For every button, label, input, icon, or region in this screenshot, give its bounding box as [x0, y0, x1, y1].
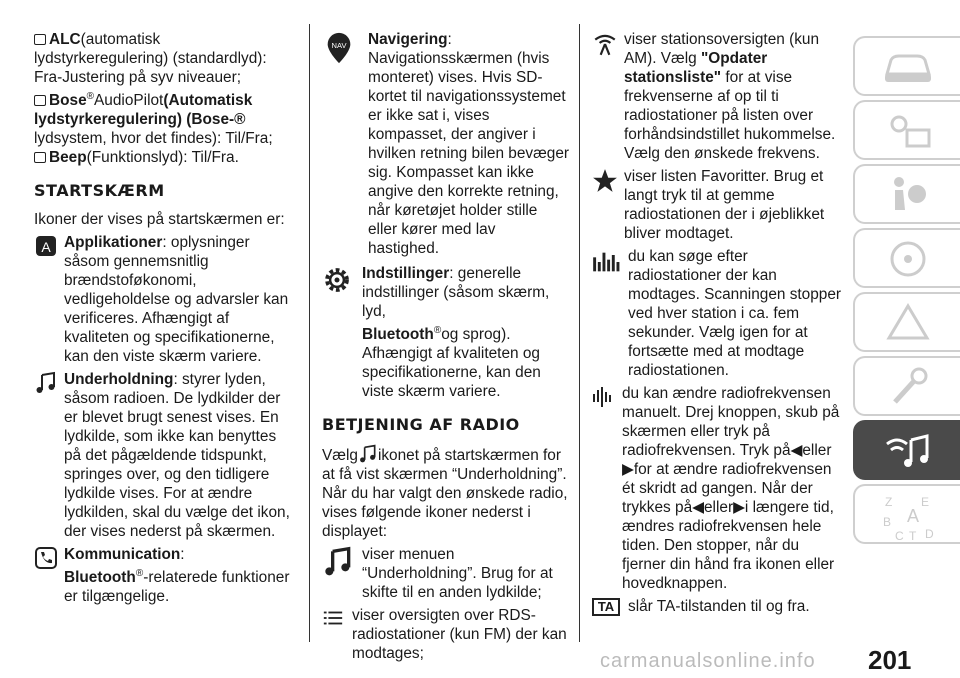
phone-icon [34, 546, 58, 570]
music-note-icon [322, 546, 354, 578]
communication-item: Kommunication: Bluetooth®-relaterede funktioner er tilgængelige. [34, 545, 296, 606]
apps-item: A Applikationer: oplysninger såsom gennemsnitlig brændstoføkonomi, vedligeholdelse og advarsler kan verificeres. Afhængigt af kvaliteten og specifikationerne, kan den viste skærm variere. [34, 233, 296, 366]
station-list-item: viser oversigten over RDS-radiostationer (kun FM) der kan modtages; [322, 606, 570, 663]
music-icon [358, 444, 378, 464]
tab-maintenance[interactable] [853, 356, 960, 416]
tab-vehicle[interactable] [853, 36, 960, 96]
right-arrow-icon: ▶ [622, 461, 634, 478]
navigation-icon [322, 31, 356, 65]
multimedia-icon [881, 430, 935, 472]
chapter-tabs [853, 36, 960, 548]
svg-text:A: A [41, 239, 51, 256]
svg-text:B: B [883, 515, 892, 529]
tune-item: du kan ændre radiofrekvensen manuelt. Drej knoppen, skub på skærmen eller tryk på radiofrekvensen. Tryk på◀eller ▶for at ændre radiofrekvensen ét skridt ad gangen. Når der trykkes på◀eller▶i længere tid, ændres radiofrekvensen hele tiden. Den stopper, når du fjerner din hånd fra ikonen eller hovedknappen. [592, 384, 842, 593]
airbag-icon [881, 174, 935, 216]
entertainment-item: Underholdning: styrer lyden, såsom radioen. De lydkilder der er blevet brugt senest vises. En lydkilde, som ikke kan benyttes på det pågældende tidspunkt, springes over, og den tidligere lydkilde vises. For at ændre lydkilden, skal du vælge det ikon, der vises nederst på skærmen. [34, 370, 296, 541]
svg-text:D: D [925, 527, 934, 541]
intro-text: Ikoner der vises på startskærmen er: [34, 211, 285, 229]
checkbox-icon [34, 152, 46, 163]
am-station-item: viser stationsoversigten (kun AM). Vælg "Opdater stationsliste" for at vise frekvenserne af op til ti radiostationer på listen over forhåndsindstillet hukommelse. Vælg den ønskede frekvens. [592, 30, 842, 163]
beep-item: Beep(Funktionslyd): Til/Fra. [34, 148, 296, 167]
music-icon [34, 371, 58, 395]
column-divider [579, 24, 580, 642]
tab-driving[interactable] [853, 228, 960, 288]
tuner-icon [592, 385, 616, 409]
star-icon [592, 168, 618, 194]
tab-index[interactable] [853, 484, 960, 544]
column-1 [34, 30, 296, 606]
tab-warning-lights[interactable] [853, 100, 960, 160]
gear-icon [322, 265, 352, 295]
tab-safety[interactable] [853, 164, 960, 224]
page-number: 201 [868, 645, 912, 675]
svg-text:NAV: NAV [331, 41, 347, 50]
column-2 [322, 30, 570, 663]
navigation-item: NAV Navigering: Navigationsskærmen (hvis monteret) vises. Hvis SD-kortet til navigationssystemet er ikke sat i, vises kompasset, der angiver i hvilken retning bilen bevæger sig. Kompasset kan ikke angive den korrekte retning, når køretøjet holder stille eller kører med lav hastighed. [322, 30, 570, 258]
left-arrow-icon: ◀ [692, 499, 704, 516]
list-icon [322, 607, 344, 629]
car-icon [881, 46, 935, 88]
steering-wheel-icon [881, 238, 935, 280]
section-heading-start: STARTSKÆRM [34, 181, 165, 201]
alc-item: ALC(automatisk lydstyrkeregulering) (standardlyd): Fra-Justering på syv niveauer; [34, 31, 267, 86]
checkbox-icon [34, 34, 46, 45]
breakdown-icon [881, 302, 935, 344]
svg-text:Z: Z [885, 495, 893, 509]
checkbox-icon [34, 95, 46, 106]
section-heading-radio: BETJENING AF RADIO [322, 415, 520, 435]
music-menu-item: viser menuen “Underholdning”. Brug for at skifte til en anden lydkilde; [322, 545, 570, 602]
tab-multimedia[interactable] [853, 420, 960, 480]
svg-text:E: E [921, 495, 930, 509]
tab-emergency[interactable] [853, 292, 960, 352]
bose-item: Bose®AudioPilot(Automatisk lydstyrkeregulering) (Bose-® lydsystem, hvor det findes): Til/Fra; [34, 91, 273, 148]
svg-text:A: A [907, 506, 920, 526]
scan-icon [592, 248, 620, 276]
wrench-icon [881, 366, 935, 408]
antenna-icon [592, 31, 618, 57]
svg-text:T: T [909, 529, 917, 543]
svg-text:C: C [895, 529, 904, 543]
right-arrow-icon: ▶ [733, 499, 745, 516]
column-3 [592, 30, 842, 616]
left-arrow-icon: ◀ [790, 442, 803, 459]
index-icon [881, 494, 941, 544]
warning-lights-icon [881, 110, 935, 152]
radio-intro: Vælg ikonet på startskærmen for at få vist skærmen “Underholdning”. Når du har valgt den ønskede radio, vises følgende ikoner nederst i displayet: [322, 444, 570, 541]
favorites-item: viser listen Favoritter. Brug et langt tryk til at gemme radiostationen der i øjeblikket bliver modtaget. [592, 167, 842, 243]
watermark: carmanualsonline.info [600, 650, 816, 672]
settings-item: Indstillinger: generelle indstillinger (såsom skærm, lyd, Bluetooth®og sprog). Afhængigt af kvaliteten og specifikationerne, kan den viste skærm variere. [322, 264, 570, 401]
applications-icon [34, 234, 58, 258]
column-divider [309, 24, 310, 642]
ta-icon: TA [592, 598, 620, 616]
ta-item: TA slår TA-tilstanden til og fra. [592, 597, 842, 616]
scan-item: du kan søge efter radiostationer der kan modtages. Scanningen stopper ved hver station i ca. fem sekunder. Vælg igen for at fortsætte med at modtage radiostationen. [592, 247, 842, 380]
